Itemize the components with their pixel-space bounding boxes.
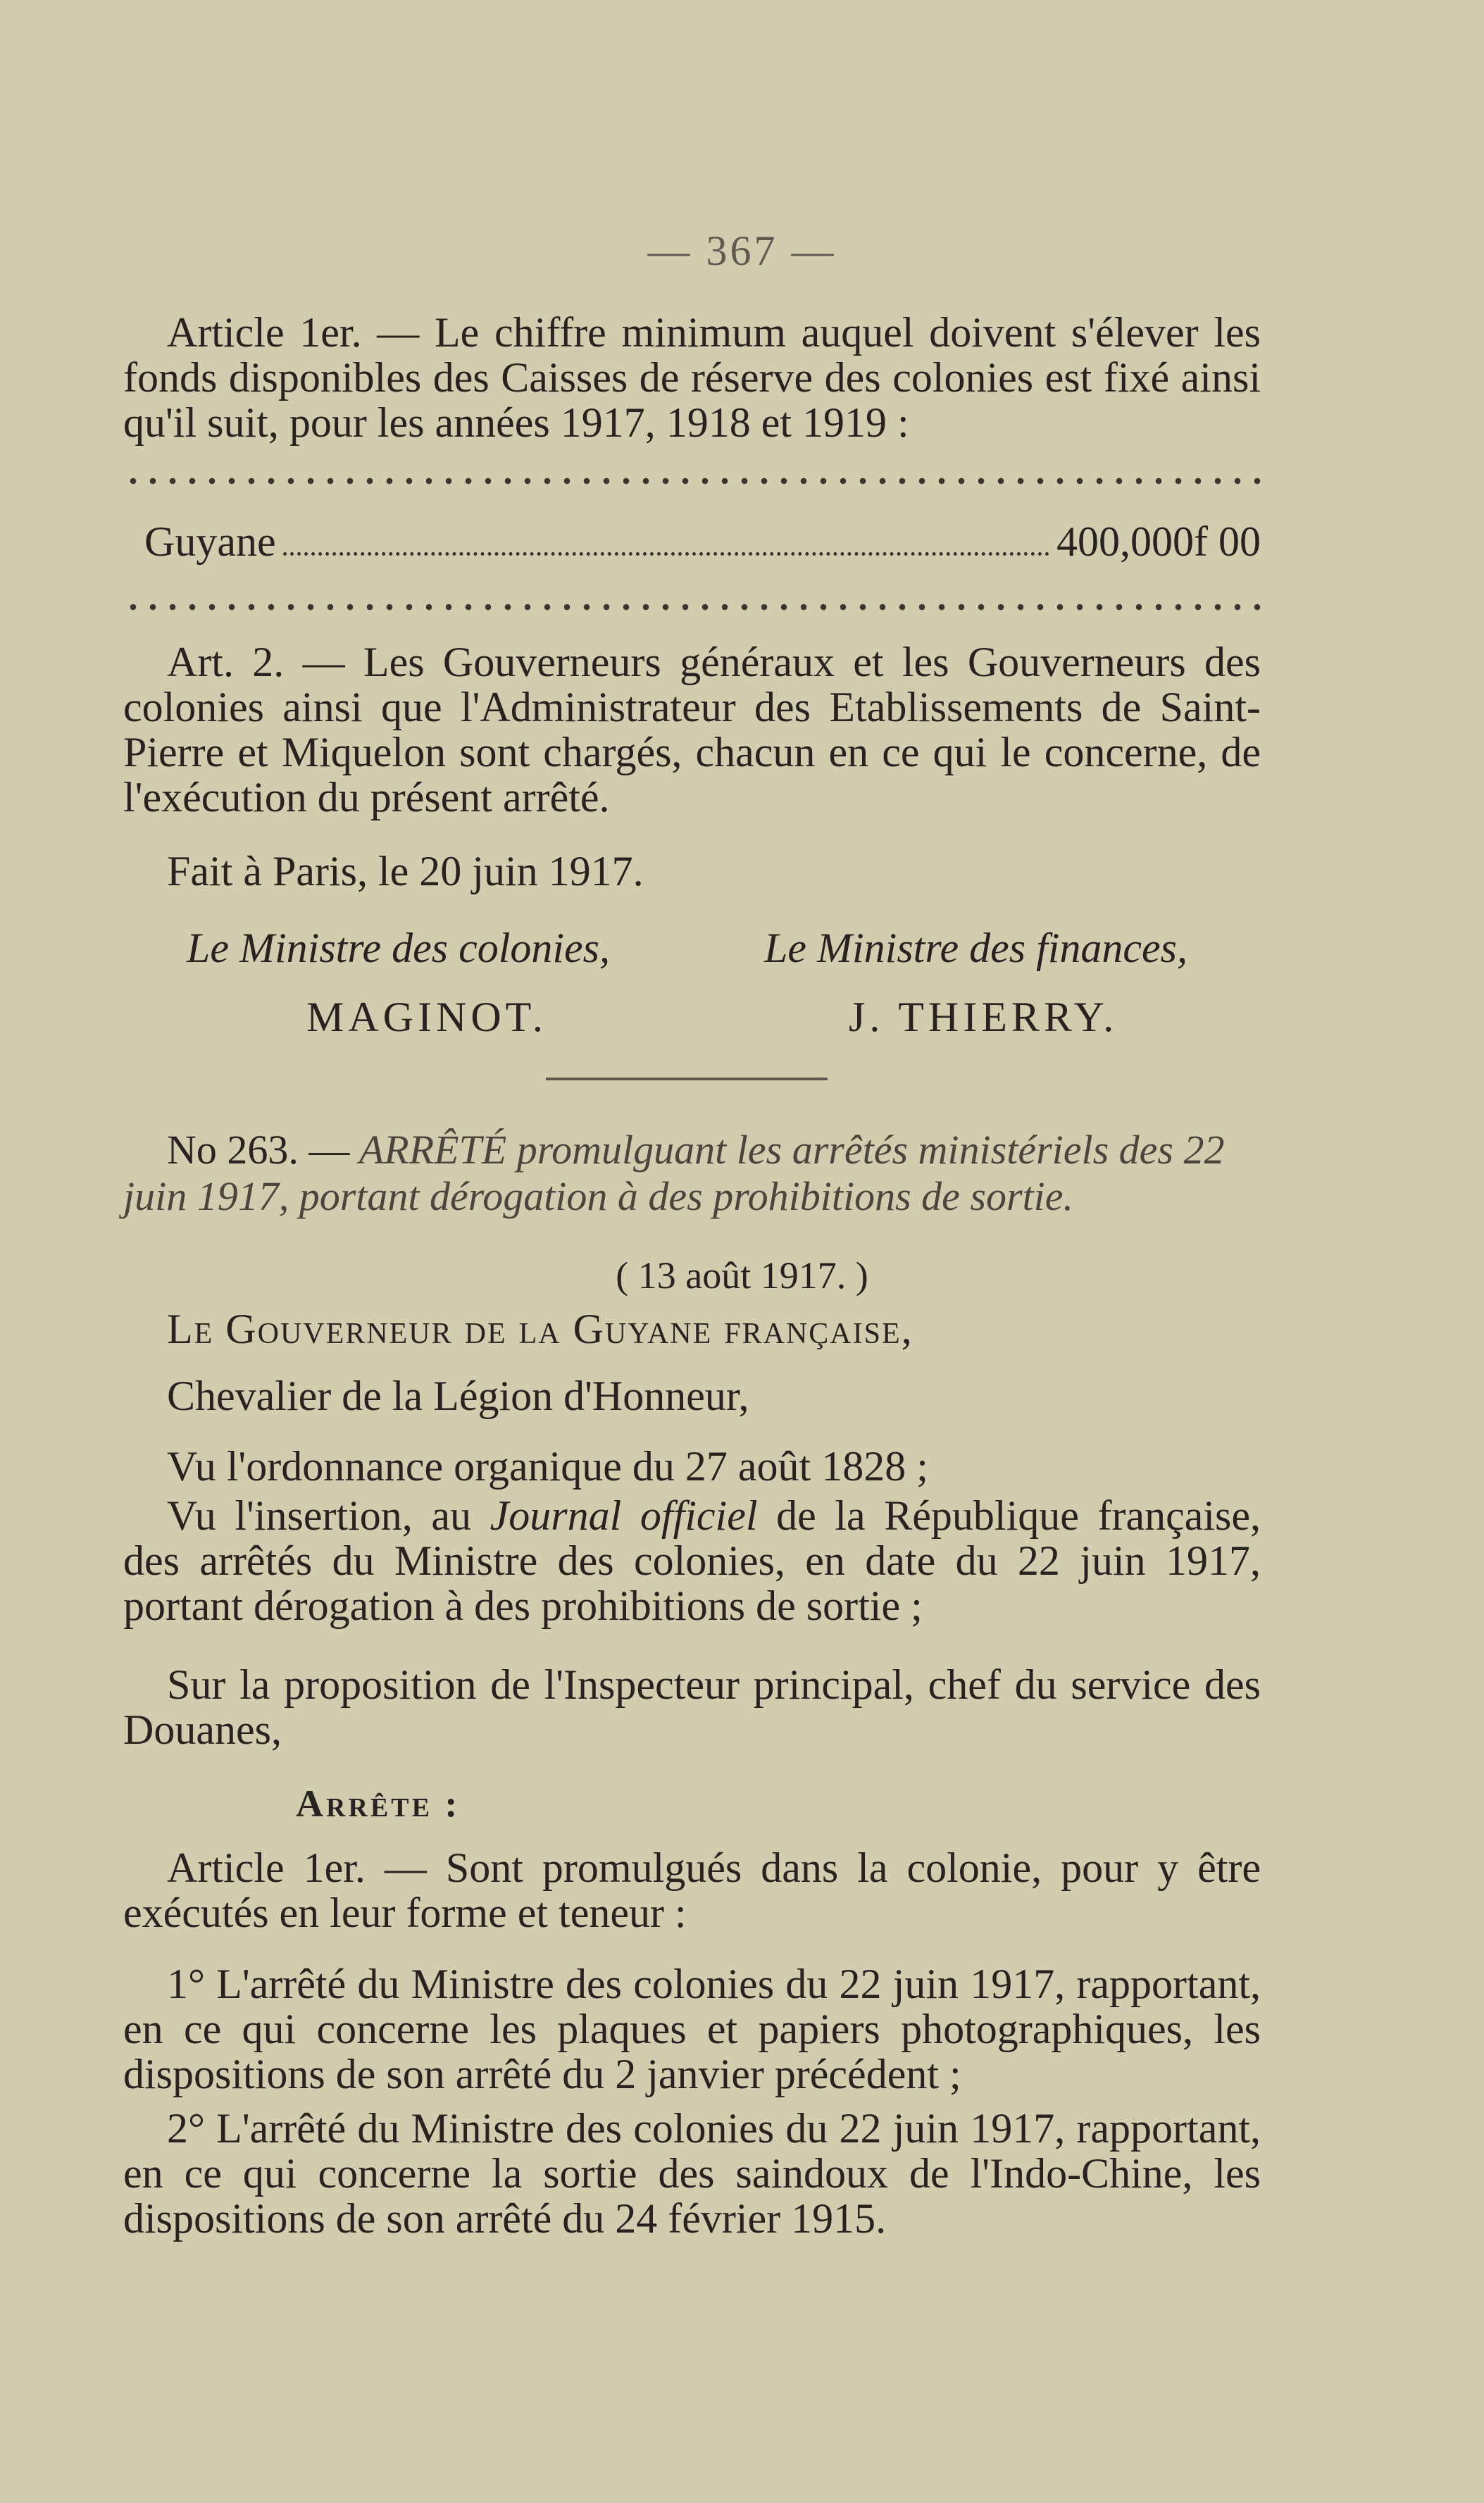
vu-insertion xyxy=(123,1493,1261,1628)
signature-left-name: MAGINOT. xyxy=(306,994,547,1040)
article-1-label: Article 1er. — xyxy=(167,309,420,356)
dotted-separator-top xyxy=(123,476,1261,486)
proposition-paragraph: Sur la proposition de l'Inspecteur principal, chef du service des Douanes, xyxy=(123,1661,1261,1753)
decree-article-1-text: Sont promulgués dans la colonie, pour y être exécutés en leur forme et teneur : xyxy=(123,1845,1261,1936)
article-2-label: Art. 2. — xyxy=(167,639,345,685)
article-2-paragraph xyxy=(123,639,1261,820)
signature-right-title: Le Ministre des finances, xyxy=(764,925,1188,971)
decree-number: No 263. — xyxy=(167,1127,350,1173)
fund-colony: Guyane xyxy=(144,518,276,565)
dot-leader xyxy=(283,552,1049,556)
journal-officiel: Journal officiel xyxy=(490,1492,758,1539)
article-1-paragraph xyxy=(123,310,1261,445)
chevalier-line: Chevalier de la Légion d'Honneur, xyxy=(167,1373,749,1419)
signature-left-title: Le Ministre des colonies, xyxy=(187,925,611,971)
arrete-heading: Arrête : xyxy=(296,1783,461,1825)
vu-insertion-a: Vu l'insertion, au xyxy=(167,1492,472,1539)
decree-article-1 xyxy=(123,1845,1261,1935)
fund-row xyxy=(123,518,1261,566)
dotted-separator-bottom xyxy=(123,602,1261,612)
decree-article-1-label: Article 1er. — xyxy=(167,1845,427,1891)
signature-right-name: J. THIERRY. xyxy=(849,994,1118,1040)
vu-insertion-b: de la République française, des arrêtés du Ministre des colonies, en date du 22 juin 1917, portant dérogation à des prohibitions de sortie ; xyxy=(123,1492,1261,1629)
article-2-text: Les Gouverneurs généraux et les Gouverneurs des colonies ainsi que l'Administrateur des Etablissements de Saint-Pierre et Miquelon sont chargés, chacun en ce qui le concerne, de l'exécution du présent arrêté. xyxy=(123,639,1261,820)
page-number: — 367 — xyxy=(647,227,837,274)
decree-title: ARRÊTÉ promulguant les arrêtés ministériels des 22 juin 1917, portant dérogation à des prohibitions de sortie. xyxy=(123,1127,1225,1219)
signature-place-date: Fait à Paris, le 20 juin 1917. xyxy=(167,848,644,894)
fund-amount: 400,000f 00 xyxy=(1056,518,1261,565)
item-1: 1° L'arrêté du Ministre des colonies du 22 juin 1917, rapportant, en ce qui concerne les plaques et papiers photographiques, les dispositions de son arrêté du 2 janvier précédent ; xyxy=(123,1961,1261,2097)
vu-ordonnance: Vu l'ordonnance organique du 27 août 1828 ; xyxy=(167,1443,928,1490)
item-2: 2° L'arrêté du Ministre des colonies du 22 juin 1917, rapportant, en ce qui concerne la sortie des saindoux de l'Indo-Chine, les dispositions de son arrêté du 24 février 1915. xyxy=(123,2105,1261,2242)
decree-heading xyxy=(123,1127,1261,1220)
section-divider xyxy=(546,1078,828,1080)
governor-line: Le Gouverneur de la Guyane française, xyxy=(167,1306,914,1352)
decree-date: ( 13 août 1917. ) xyxy=(616,1254,868,1297)
article-1-text: Le chiffre minimum auquel doivent s'élever les fonds disponibles des Caisses de réserve des colonies est fixé ainsi qu'il suit, pour les années 1917, 1918 et 1919 : xyxy=(123,309,1261,446)
